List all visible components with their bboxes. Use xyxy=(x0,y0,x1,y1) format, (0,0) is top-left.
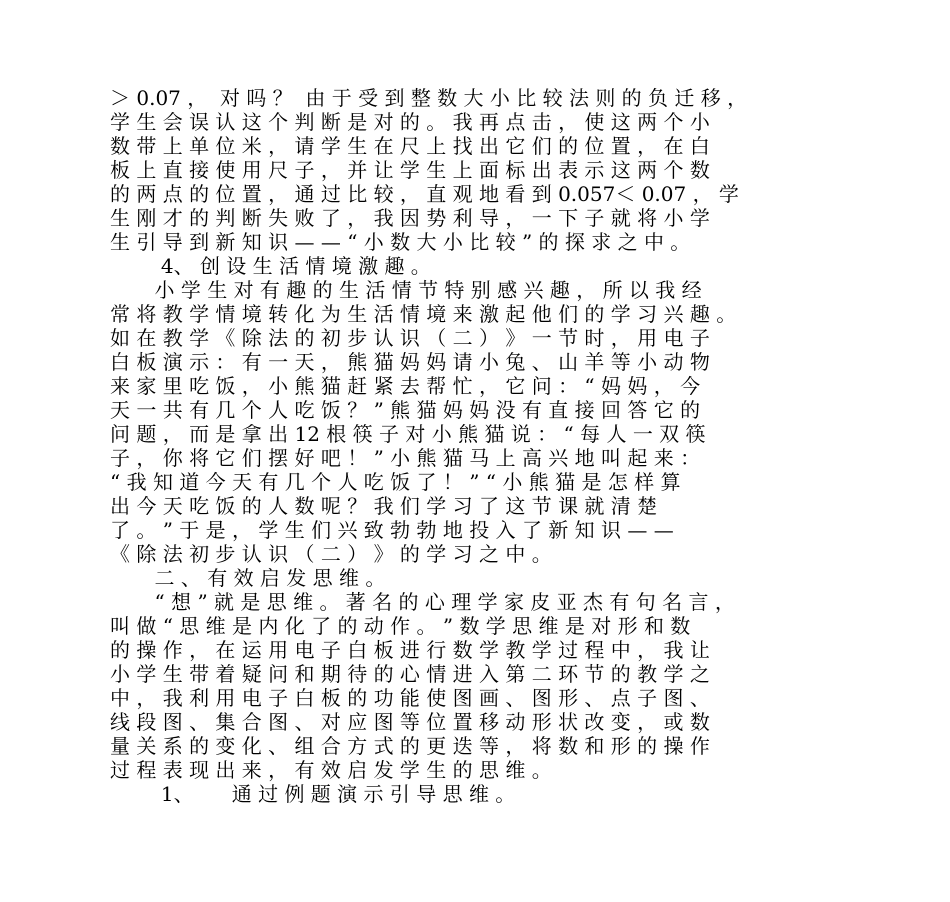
text-line xyxy=(110,398,870,422)
text-line xyxy=(110,638,870,662)
text-line-content: 线 段 图 、 集 合 图 、 对 应 图 等 位 置 移 动 形 状 改 变 ， 或 数 xyxy=(110,710,710,734)
text-line-content: 如 在 教 学 《 除 法 的 初 步 认 识 （ 二 ） 》 一 节 时 ， 用 电 子 xyxy=(110,326,710,350)
text-line-content: 了 。 ” 于 是 ， 学 生 们 兴 致 勃 勃 地 投 入 了 新 知 识 — — xyxy=(110,518,674,542)
text-line-content: 学 生 会 误 认 这 个 判 断 是 对 的 。 我 再 点 击 ， 使 这 两 个 小 xyxy=(110,110,710,134)
text-line-content: 小 学 生 带 着 疑 问 和 期 待 的 心 情 进 入 第 二 环 节 的 教 学 之 xyxy=(110,662,710,686)
text-line xyxy=(110,758,870,782)
text-line xyxy=(110,374,870,398)
text-line-content: 《 除 法 初 步 认 识 （ 二 ） 》 的 学 习 之 中 。 xyxy=(110,542,552,566)
text-line-content: 生 引 导 到 新 知 识 — — “ 小 数 大 小 比 较 ” 的 探 求 之 中 。 xyxy=(110,230,691,254)
text-line xyxy=(110,614,870,638)
text-line xyxy=(110,182,870,206)
section-heading-text: 4、 创 设 生 活 情 境 激 趣 。 xyxy=(110,254,431,278)
text-line-content: “ 想 ” 就 是 思 维 。 著 名 的 心 理 学 家 皮 亚 杰 有 句 名 言 ， xyxy=(110,590,735,614)
text-line-content: 过 程 表 现 出 来 ， 有 效 启 发 学 生 的 思 维 。 xyxy=(110,758,552,782)
text-line xyxy=(110,230,870,254)
text-line-content: 的 两 点 的 位 置 ， 通 过 比 较 ， 直 观 地 看 到 0.057＜ 0.07 ， 学 xyxy=(110,182,739,206)
text-line xyxy=(110,278,870,302)
text-line xyxy=(110,518,870,542)
text-line xyxy=(110,662,870,686)
text-line-content: 板 上 直 接 使 用 尺 子 ， 并 让 学 生 上 面 标 出 表 示 这 两 个 数 xyxy=(110,158,710,182)
section-heading xyxy=(110,566,870,590)
section-heading-text: 1、 通 过 例 题 演 示 引 导 思 维 。 xyxy=(110,782,516,806)
text-line xyxy=(110,470,870,494)
section-heading xyxy=(110,254,870,278)
section-heading-text: 二 、 有 效 启 发 思 维 。 xyxy=(110,566,386,590)
text-line xyxy=(110,590,870,614)
text-line xyxy=(110,86,870,110)
text-line xyxy=(110,158,870,182)
text-line xyxy=(110,542,870,566)
text-line-content: 出 今 天 吃 饭 的 人 数 呢 ？ 我 们 学 习 了 这 节 课 就 清 楚 xyxy=(110,494,658,518)
text-line xyxy=(110,350,870,374)
text-line xyxy=(110,734,870,758)
text-line-content: 来 家 里 吃 饭 ， 小 熊 猫 赶 紧 去 帮 忙 ， 它 问 ： “ 妈 妈 ， 今 xyxy=(110,374,701,398)
text-line xyxy=(110,686,870,710)
text-line-content: 数 带 上 单 位 米 ， 请 学 生 在 尺 上 找 出 它 们 的 位 置 ， 在 白 xyxy=(110,134,710,158)
text-line-content: 天 一 共 有 几 个 人 吃 饭 ？ ” 熊 猫 妈 妈 没 有 直 接 回 答 它 的 xyxy=(110,398,701,422)
text-line xyxy=(110,302,870,326)
text-line-content: 问 题 ， 而 是 拿 出 12 根 筷 子 对 小 熊 猫 说 ： “ 每 人 一 双 筷 xyxy=(110,422,706,446)
text-line-content: 常 将 教 学 情 境 转 化 为 生 活 情 境 来 激 起 他 们 的 学 习 兴 趣 。 xyxy=(110,302,737,326)
text-line xyxy=(110,710,870,734)
text-line-content: 生 刚 才 的 判 断 失 败 了 ， 我 因 势 利 导 ， 一 下 子 就 将 小 学 xyxy=(110,206,710,230)
text-line-content: 量 关 系 的 变 化 、 组 合 方 式 的 更 迭 等 ， 将 数 和 形 的 操 作 xyxy=(110,734,710,758)
text-line-content: 中 ， 我 利 用 电 子 白 板 的 功 能 使 图 画 、 图 形 、 点 子 图 、 xyxy=(110,686,710,710)
text-line xyxy=(110,326,870,350)
text-line xyxy=(110,134,870,158)
text-line xyxy=(110,206,870,230)
text-line xyxy=(110,494,870,518)
text-line-content: 子 ， 你 将 它 们 摆 好 吧 ！ ” 小 熊 猫 马 上 高 兴 地 叫 起 来 ： xyxy=(110,446,701,470)
text-line-content: 叫 做 “ 思 维 是 内 化 了 的 动 作 。 ” 数 学 思 维 是 对 形 和 数 xyxy=(110,614,691,638)
text-line-content: ＞ 0.07 ， 对 吗 ？ 由 于 受 到 整 数 大 小 比 较 法 则 的 负 迁 移 ， xyxy=(110,86,748,110)
text-line-content: 小 学 生 对 有 趣 的 生 活 情 节 特 别 感 兴 趣 ， 所 以 我 经 xyxy=(110,278,702,302)
text-line-content: 的 操 作 ， 在 运 用 电 子 白 板 进 行 数 学 教 学 过 程 中 ， 我 让 xyxy=(110,638,710,662)
section-heading xyxy=(110,782,870,806)
text-line xyxy=(110,446,870,470)
text-line xyxy=(110,110,870,134)
text-line xyxy=(110,422,870,446)
text-line-content: “ 我 知 道 今 天 有 几 个 人 吃 饭 了 ！ ” “ 小 熊 猫 是 怎 样 算 xyxy=(110,470,681,494)
text-line-content: 白 板 演 示 ： 有 一 天 ， 熊 猫 妈 妈 请 小 兔 、 山 羊 等 小 动 物 xyxy=(110,350,710,374)
